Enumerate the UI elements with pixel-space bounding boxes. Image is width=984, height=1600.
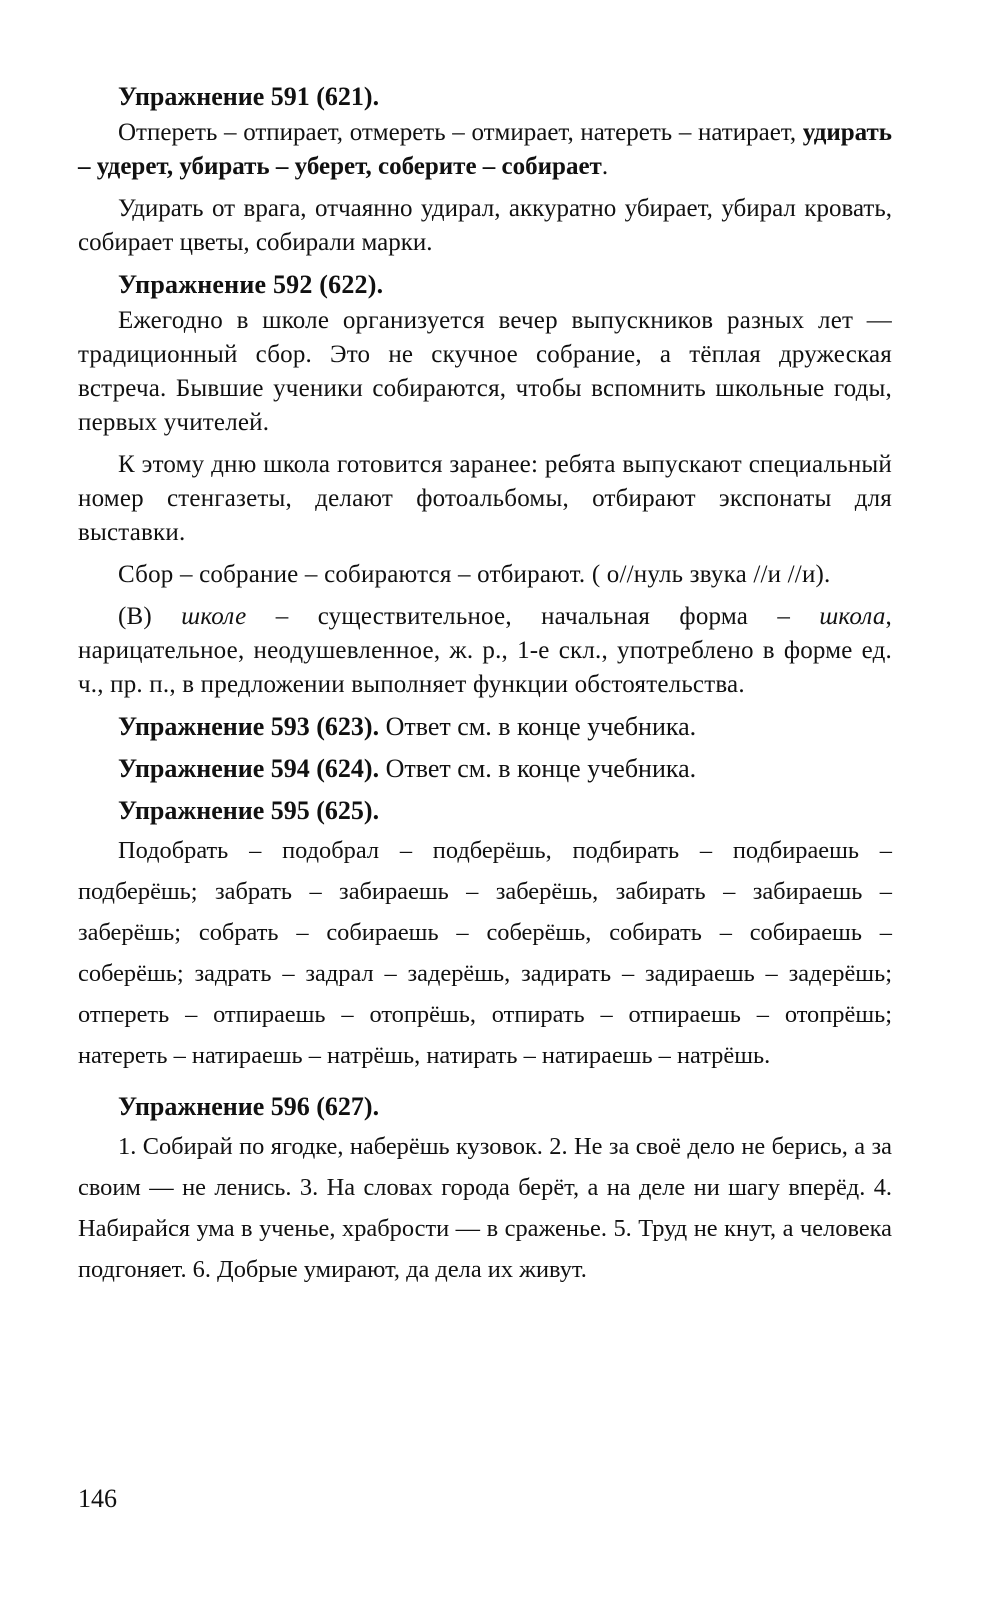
exercise-591 (78, 80, 892, 260)
proverbs-paragraph: 1. Собирай по ягодке, наберёшь кузовок. 2. Не за своё дело не берись, а за своим — не ленись. 3. На словах города берёт, а на деле ни шагу вперёд. 4. Набирайся ума в ученье, храбрости — в сраженье. 5. Труд не кнут, а человека подгоняет. 6. Добрые умирают, да дела их живут. (78, 1133, 892, 1283)
morphological-analysis (78, 600, 892, 702)
text-run: – существительное, начальная форма – (246, 603, 820, 630)
exercise-595 (78, 794, 892, 1076)
exercise-heading: Упражнение 592 (622). (118, 270, 384, 299)
page-number: 146 (78, 1484, 117, 1513)
exercise-heading: Упражнение 596 (627). (118, 1092, 380, 1121)
exercise-596 (78, 1090, 892, 1290)
exercise-title: Упражнение 594 (624). (118, 754, 380, 783)
exercise-592 (78, 268, 892, 702)
text-run: Отпереть – отпирает, отмереть – отмирает, натереть – натирает, (118, 119, 803, 146)
exercise-heading: Упражнение 591 (621). (118, 82, 380, 111)
answer-note: Ответ см. в конце учебника. (379, 754, 697, 783)
exercise-paragraph (78, 116, 892, 184)
text-run: , нарицательное, неодушевленное, ж. р., 1-е скл., употреблено в форме ед. ч., пр. п., в предложении выполняет функции обстоятельства. (78, 603, 892, 698)
exercise-heading (78, 710, 892, 744)
text-run: . (601, 153, 609, 180)
italic-word: школа (819, 603, 886, 630)
morpheme-analysis: Сбор – собрание – собираются – отбирают. ( о//нуль звука //и //и). (118, 561, 831, 588)
word-forms-paragraph: Подобрать – подобрал – подберёшь, подбирать – подбираешь – подберёшь; забрать – забираешь – заберёшь, забирать – забираешь – заберёшь; собрать – собираешь – соберёшь, собирать – собираешь – соберёшь; задрать – задрал – задерёшь, задирать – задираешь – задерёшь; отпереть – отпираешь – отопрёшь, отпирать – отпираешь – отопрёшь; натереть – натираешь – натрёшь, натирать – натираешь – натрёшь. (78, 837, 892, 1069)
exercise-594 (78, 752, 892, 786)
exercise-593 (78, 710, 892, 744)
italic-word: школе (181, 603, 247, 630)
answer-note: Ответ см. в конце учебника. (379, 712, 697, 741)
bold-text-run: удирать – удерет, убирать – уберет, соберите – собирает (78, 119, 892, 180)
text-run: (В) (118, 603, 182, 630)
exercise-heading (78, 752, 892, 786)
exercise-title: Упражнение 593 (623). (118, 712, 380, 741)
exercise-paragraph: К этому дню школа готовится заранее: ребята выпускают специальный номер стенгазеты, делают фотоальбомы, отбирают экспонаты для выставки. (78, 451, 892, 546)
exercise-paragraph: Ежегодно в школе организуется вечер выпускников разных лет — традиционный сбор. Это не скучное собрание, а тёплая дружеская встреча. Бывшие ученики собираются, чтобы вспомнить школьные годы, первых учителей. (78, 307, 892, 436)
exercise-paragraph: Удирать от врага, отчаянно удирал, аккуратно убирает, убирал кровать, собирает цветы, собирали марки. (78, 195, 892, 256)
exercise-heading: Упражнение 595 (625). (118, 796, 380, 825)
